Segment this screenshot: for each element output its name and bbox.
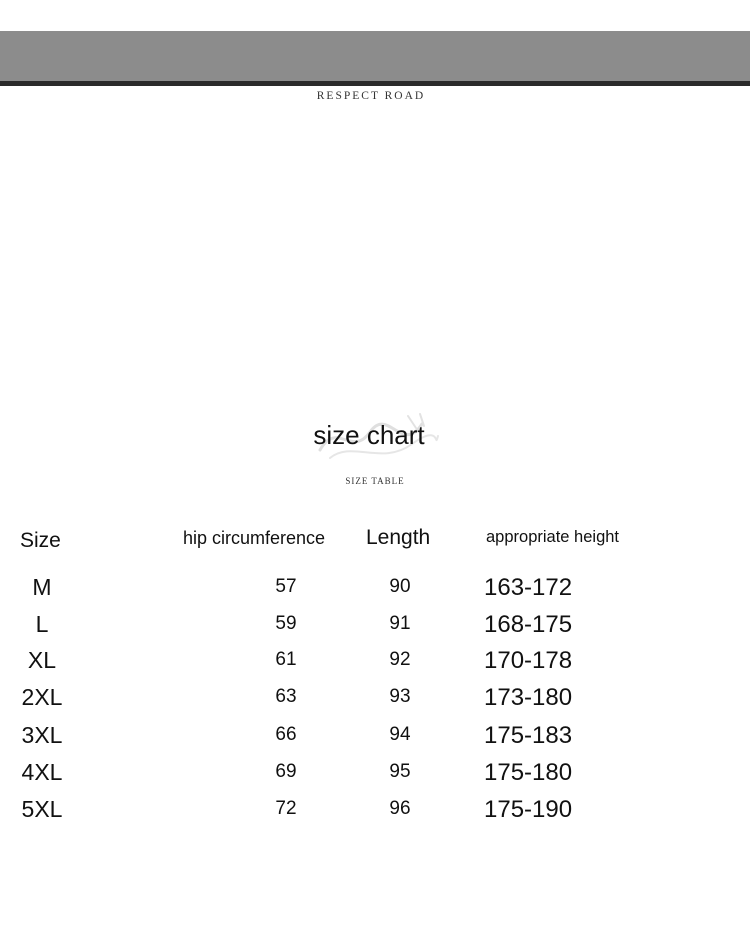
size-cell: 5XL: [21, 796, 63, 822]
size-cell: M: [32, 574, 52, 600]
length-cell: 91: [389, 613, 411, 634]
height-cell: 175-183: [484, 722, 573, 749]
page-subtitle: SIZE TABLE: [345, 476, 405, 486]
column-header-length: Length: [366, 526, 431, 549]
length-cell: 96: [389, 798, 411, 819]
page-title: size chart: [313, 420, 425, 450]
height-cell: 170-178: [484, 647, 573, 674]
hip-cell: 59: [275, 613, 297, 634]
hip-cell: 63: [275, 686, 297, 707]
hip-cell: 66: [275, 724, 297, 745]
length-cell: 95: [389, 761, 411, 782]
brand-name: RESPECT ROAD: [316, 90, 426, 102]
size-cell: 4XL: [21, 759, 63, 785]
height-cell: 168-175: [484, 611, 573, 638]
hip-cell: 61: [275, 649, 297, 670]
size-cell: 2XL: [21, 684, 63, 710]
size-cell: XL: [27, 647, 57, 673]
hip-cell: 72: [275, 798, 297, 819]
size-cell: L: [35, 611, 49, 637]
length-cell: 94: [389, 724, 411, 745]
length-cell: 93: [389, 686, 411, 707]
hip-cell: 57: [275, 576, 297, 597]
column-header-hip: hip circumference: [183, 528, 326, 548]
hip-cell: 69: [275, 761, 297, 782]
top-dark-rule: [0, 81, 750, 86]
length-cell: 90: [389, 576, 411, 597]
size-cell: 3XL: [21, 722, 63, 748]
height-cell: 163-172: [484, 574, 573, 601]
length-cell: 92: [389, 649, 411, 670]
column-header-size: Size: [20, 529, 61, 552]
height-cell: 173-180: [484, 684, 573, 711]
top-gray-band: [0, 31, 750, 81]
column-header-height: appropriate height: [486, 528, 620, 546]
height-cell: 175-180: [484, 759, 573, 786]
height-cell: 175-190: [484, 796, 573, 823]
